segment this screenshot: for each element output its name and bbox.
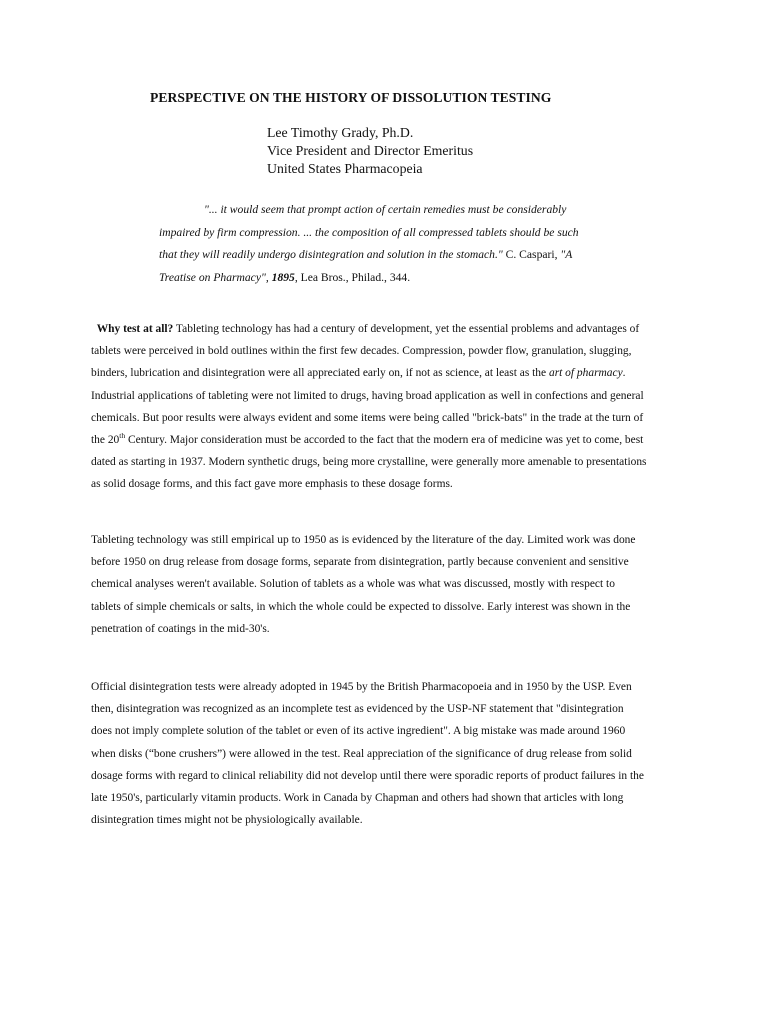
epigraph-quote [159,199,629,289]
paragraph-lead: Why test at all? [96,323,174,335]
epigraph-line: that they will readily undergo disintegration and solution in the stomach." C. Caspari, "A [159,248,573,261]
author-organization: United States Pharmacopeia [267,161,423,176]
epigraph-citation: Treatise on Pharmacy", 1895, Lea Bros., Philad., 344. [159,270,411,284]
epigraph-line: "... it would seem that prompt action of certain remedies must be considerably [204,203,567,216]
paragraph-why-test: Why test at all? Tableting technology has had a century of development, yet the essential problems and advantages of tablets were perceived in bold outlines within the first few decades. Compression, powder flow, granulation, slugging, binders, lubrication and disintegration were all appreciated early on, if not as science, at least as the art of pharmacy. Industrial applications of tableting were not limited to drugs, having broad application as well in confections and general chemicals. But poor results were always evident and some items were being called "brick-bats" in the trade at the turn of the 20th Century. Major consideration must be accorded to the fact that the modern era of medicine was yet to come, best dated as starting in 1937. Modern synthetic drugs, being more crystalline, were generally more amenable to presentations as solid dosage forms, and this fact gave more emphasis to these dosage forms. [91,323,647,491]
author-block [267,124,473,178]
epigraph-line: impaired by firm compression. ... the composition of all compressed tablets should be such [159,225,579,239]
paragraph-disintegration: Official disintegration tests were already adopted in 1945 by the British Pharmacopoeia and in 1950 by the USP. Even then, disintegration was recognized as an incomplete test as evidenced by the USP-NF statement that "disintegration does not imply complete solution of the tablet or even of its active ingredient". A big mistake was made around 1960 when disks (“bone crushers”) were allowed in the test. Real appreciation of the significance of drug release from solid dosage forms with regard to clinical reliability did not develop until there were sporadic reports of product failures in the late 1950's, particularly vitamin products. Work in Canada by Chapman and others had shown that articles with long disintegration times might not be physiologically available. [91,681,644,827]
author-position: Vice President and Director Emeritus [267,143,474,158]
author-name: Lee Timothy Grady, Ph.D. [267,125,414,140]
document-title: PERSPECTIVE ON THE HISTORY OF DISSOLUTION TESTING [150,90,552,105]
paragraph-empirical: Tableting technology was still empirical up to 1950 as is evidenced by the literature of the day. Limited work was done before 1950 on drug release from dosage forms, separate from disintegration, partly because convenient and sensitive chemical analyses weren't available. Solution of tablets as a whole was what was discussed, mostly with respect to tablets of simple chemicals or salts, in which the whole could be expected to dissolve. Early interest was shown in the penetration of coatings in the mid-30's. [91,534,636,635]
